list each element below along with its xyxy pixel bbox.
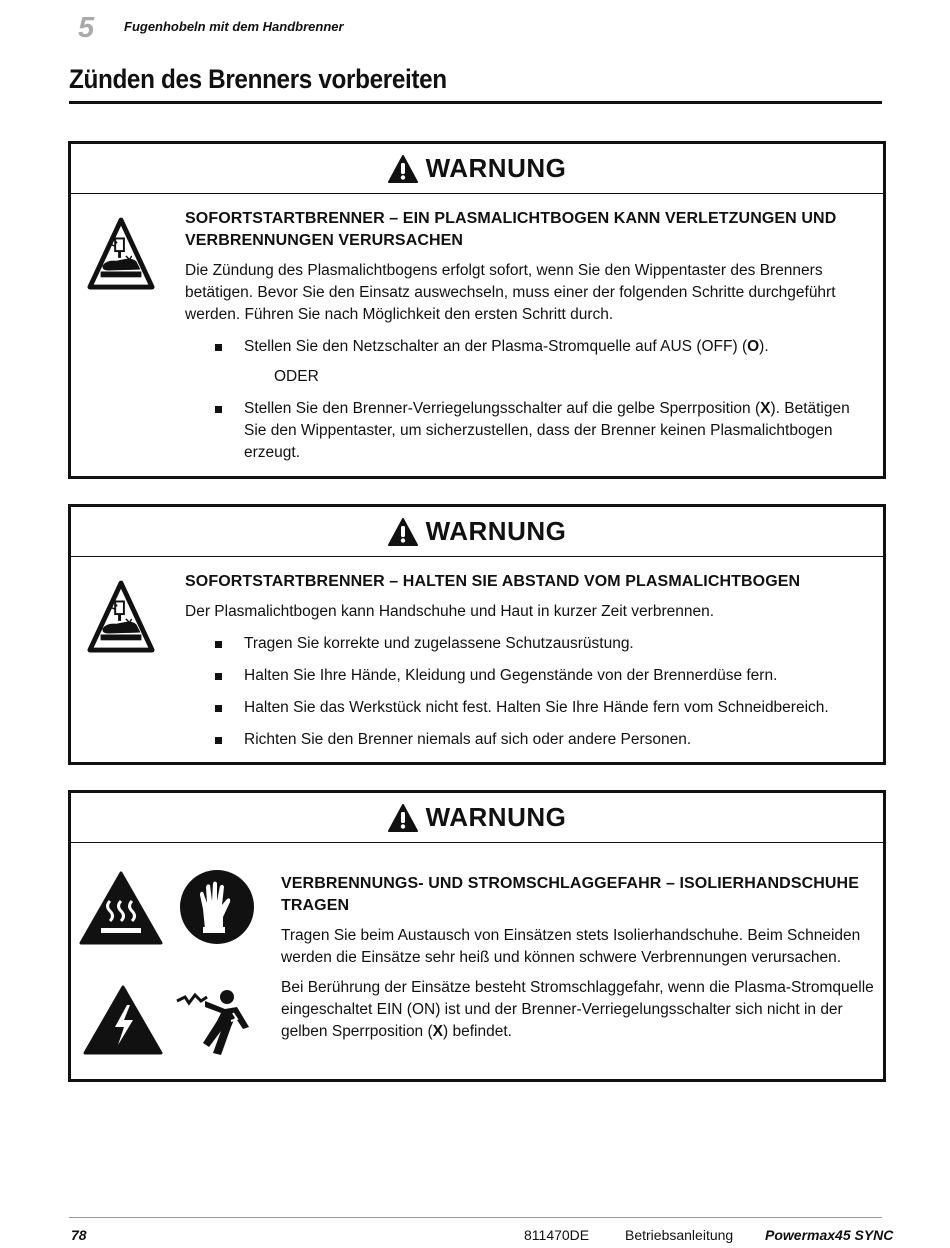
torch-hazard-icon bbox=[87, 216, 155, 292]
electric-shock-icon bbox=[83, 985, 163, 1055]
warning-paragraph-1: Tragen Sie beim Austausch von Einsätzen stets Isolierhandschuhe. Beim Schneiden werden die Einsätze sehr heiß und können schwere Verbrennungen verursachen. bbox=[281, 927, 861, 966]
footer-rule bbox=[69, 1217, 882, 1218]
bullet-marker bbox=[215, 344, 222, 351]
warning-triangle-icon bbox=[388, 804, 418, 832]
warning-triangle-icon bbox=[388, 155, 418, 183]
page-number: 78 bbox=[71, 1227, 87, 1243]
bullet-text: Halten Sie das Werkstück nicht fest. Halten Sie Ihre Hände fern vom Schneidbereich. bbox=[244, 699, 829, 716]
bullet-marker bbox=[215, 673, 222, 680]
warning-label: WARNUNG bbox=[425, 516, 567, 546]
warning-header bbox=[71, 507, 883, 557]
bullet-marker bbox=[215, 737, 222, 744]
chapter-title: Fugenhobeln mit dem Handbrenner bbox=[124, 19, 344, 34]
warning-label: WARNUNG bbox=[425, 153, 567, 183]
warning-header bbox=[71, 793, 883, 843]
shock-person-icon bbox=[175, 987, 261, 1057]
warning-box-2 bbox=[68, 504, 886, 765]
warning-paragraph: Der Plasmalichtbogen kann Handschuhe und Haut in kurzer Zeit verbrennen. bbox=[185, 603, 715, 620]
bullet-text: Tragen Sie korrekte und zugelassene Schutzausrüstung. bbox=[244, 635, 634, 652]
bullet-text: Richten Sie den Brenner niemals auf sich oder andere Personen. bbox=[244, 731, 692, 748]
chapter-number: 5 bbox=[78, 12, 95, 44]
paragraph-text: Bei Berührung der Einsätze besteht Stromschlaggefahr, wenn die Plasma-Stromquelle eingeschaltet EIN (ON) ist und der Brenner-Verriegelungsschalter sich nicht in der gelben Sperrposition ( bbox=[281, 979, 874, 1040]
warning-heading: SOFORTSTARTBRENNER – HALTEN SIE ABSTAND VOM PLASMALICHTBOGEN bbox=[185, 573, 801, 590]
list-item bbox=[185, 633, 865, 655]
list-item bbox=[185, 336, 865, 358]
warning-heading: SOFORTSTARTBRENNER – EIN PLASMALICHTBOGEN KANN VERLETZUNGEN UND VERBRENNUNGEN VERURSACHEN bbox=[185, 210, 837, 249]
bullet-text-end: ). Betätigen Sie den Wippentaster, um sicherzustellen, dass der Brenner keinen Plasmalichtbogen erzeugt. bbox=[244, 400, 850, 461]
bullet-text: Stellen Sie den Brenner-Verriegelungsschalter auf die gelbe Sperrposition ( bbox=[244, 400, 761, 417]
bullet-text: Halten Sie Ihre Hände, Kleidung und Gegenstände von der Brennerdüse fern. bbox=[244, 667, 778, 684]
oder-text: ODER bbox=[274, 368, 319, 385]
warning-triangle-icon bbox=[388, 518, 418, 546]
paragraph-text-end: ) befindet. bbox=[443, 1023, 512, 1040]
bullet-marker bbox=[215, 406, 222, 413]
bullet-marker bbox=[215, 641, 222, 648]
page-header bbox=[75, 12, 885, 42]
title-rule bbox=[69, 101, 882, 104]
list-item bbox=[185, 665, 865, 687]
lock-symbol: X bbox=[760, 400, 771, 417]
gloves-icon bbox=[179, 869, 255, 945]
warning-paragraph-2 bbox=[281, 977, 877, 1043]
bullet-marker bbox=[215, 705, 222, 712]
page-title: Zünden des Brenners vorbereiten bbox=[69, 64, 447, 94]
warning-header bbox=[71, 144, 883, 194]
doc-type: Betriebsanleitung bbox=[625, 1227, 734, 1243]
list-item bbox=[185, 729, 865, 751]
warning-label: WARNUNG bbox=[425, 802, 567, 832]
bullet-text: Stellen Sie den Netzschalter an der Plasma-Stromquelle auf AUS (OFF) ( bbox=[244, 338, 748, 355]
warning-heading: VERBRENNUNGS- UND STROMSCHLAGGEFAHR – ISOLIERHANDSCHUHE TRAGEN bbox=[281, 875, 859, 914]
bullet-text-end: ). bbox=[759, 338, 769, 355]
warning-box-1 bbox=[68, 141, 886, 479]
lock-symbol: X bbox=[432, 1023, 443, 1040]
hot-surface-icon bbox=[79, 871, 163, 945]
torch-hazard-icon bbox=[87, 579, 155, 655]
list-item bbox=[185, 697, 865, 719]
list-item bbox=[185, 398, 865, 464]
warning-paragraph: Die Zündung des Plasmalichtbogens erfolgt sofort, wenn Sie den Wippentaster des Brenners betätigen. Bevor Sie den Einsatz auswechseln, muss einer der folgenden Schritte durchgeführt werden. Führen Sie nach Möglichkeit den ersten Schritt durch. bbox=[185, 262, 836, 323]
doc-number: 811470DE bbox=[524, 1227, 590, 1243]
off-symbol: O bbox=[747, 338, 760, 355]
product-name: Powermax45 SYNC bbox=[765, 1227, 894, 1243]
warning-box-3 bbox=[68, 790, 886, 1082]
